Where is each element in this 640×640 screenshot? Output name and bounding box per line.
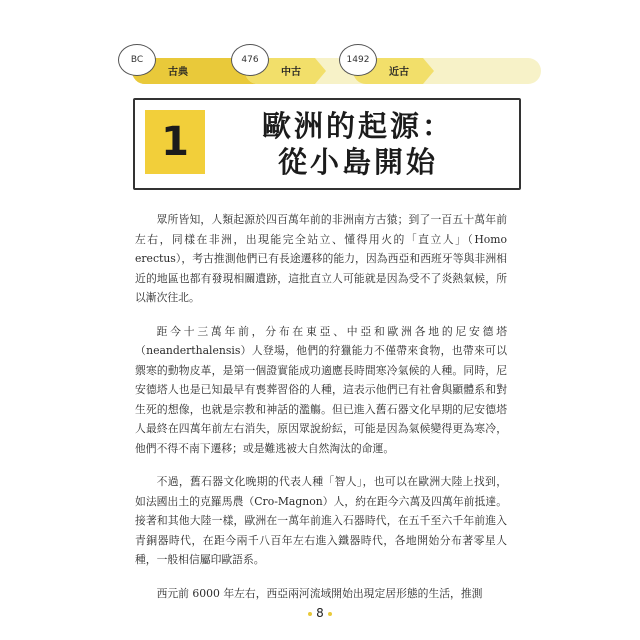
era-label: 古典 bbox=[168, 67, 188, 78]
paragraph: 不過，舊石器文化晚期的代表人種「智人」，也可以在歐洲大陸上找到，如法國出土的克羅馬農（Cro-Magnon）人，約在距今六萬及四萬年前抵達。接著和其他大陸一樣，歐洲在一萬年前進入石器時代，在五千至六千年前進入青銅器時代，在距今兩千八百年左右進入鐵器時代，各地開始分布著零星人種，一般相信屬印歐語系。 bbox=[135, 475, 507, 566]
page-number-text: 8 bbox=[316, 606, 324, 620]
chapter-header bbox=[133, 98, 513, 188]
page-dot-icon bbox=[328, 612, 332, 616]
era-label: 近古 bbox=[389, 67, 409, 78]
era-year-badge: 1492 bbox=[339, 44, 377, 76]
page-dot-icon bbox=[308, 612, 312, 616]
paragraph: 眾所皆知，人類起源於四百萬年前的非洲南方古猿；到了一百五十萬年前左右，同樣在非洲，出現能完全站立、懂得用火的「直立人」（Homo erectus），考古推測他們已有長途遷移的能力，因為西亞和西班牙等與非洲相近的地區也都有發現相關遺跡，這批直立人可能就是因為受不了炎熱氣候，所以漸次往北。 bbox=[135, 213, 507, 304]
page-number bbox=[0, 606, 640, 620]
era-year-badge: 476 bbox=[231, 44, 269, 76]
chapter-number: 1 bbox=[161, 119, 189, 165]
chapter-number-box bbox=[145, 110, 205, 174]
era-year-badge: BC bbox=[118, 44, 156, 76]
era-early-modern bbox=[339, 44, 549, 90]
paragraph: 西元前 6000 年左右，西亞兩河流域開始出現定居形態的生活，推測 bbox=[156, 586, 483, 600]
era-label: 中古 bbox=[281, 67, 301, 78]
chapter-title-line-1: 歐洲的起源： bbox=[261, 109, 454, 143]
chapter-title-line-2: 從小島開始 bbox=[277, 145, 438, 179]
body-text bbox=[135, 210, 507, 617]
chapter-title bbox=[223, 108, 493, 180]
era-timeline bbox=[0, 40, 640, 100]
paragraph: 距今十三萬年前，分布在東亞、中亞和歐洲各地的尼安德塔（neanderthalensis）人登場，他們的狩獵能力不僅帶來食物，也帶來可以禦寒的動物皮革，是第一個證實能成功適應長時間寒冷氣候的人種。同時，尼安德塔人也是已知最早有喪葬習俗的人種，這表示他們已有社會與顯體系和對生死的想像，也就是宗教和神話的濫觴。但已進入舊石器文化早期的尼安德塔人最終在四萬年前左右消失，原因眾說紛紜，可能是因為氣候變得更為寒冷，他們不得不南下遷移；或是難逃被大自然淘汰的命運。 bbox=[135, 324, 507, 455]
